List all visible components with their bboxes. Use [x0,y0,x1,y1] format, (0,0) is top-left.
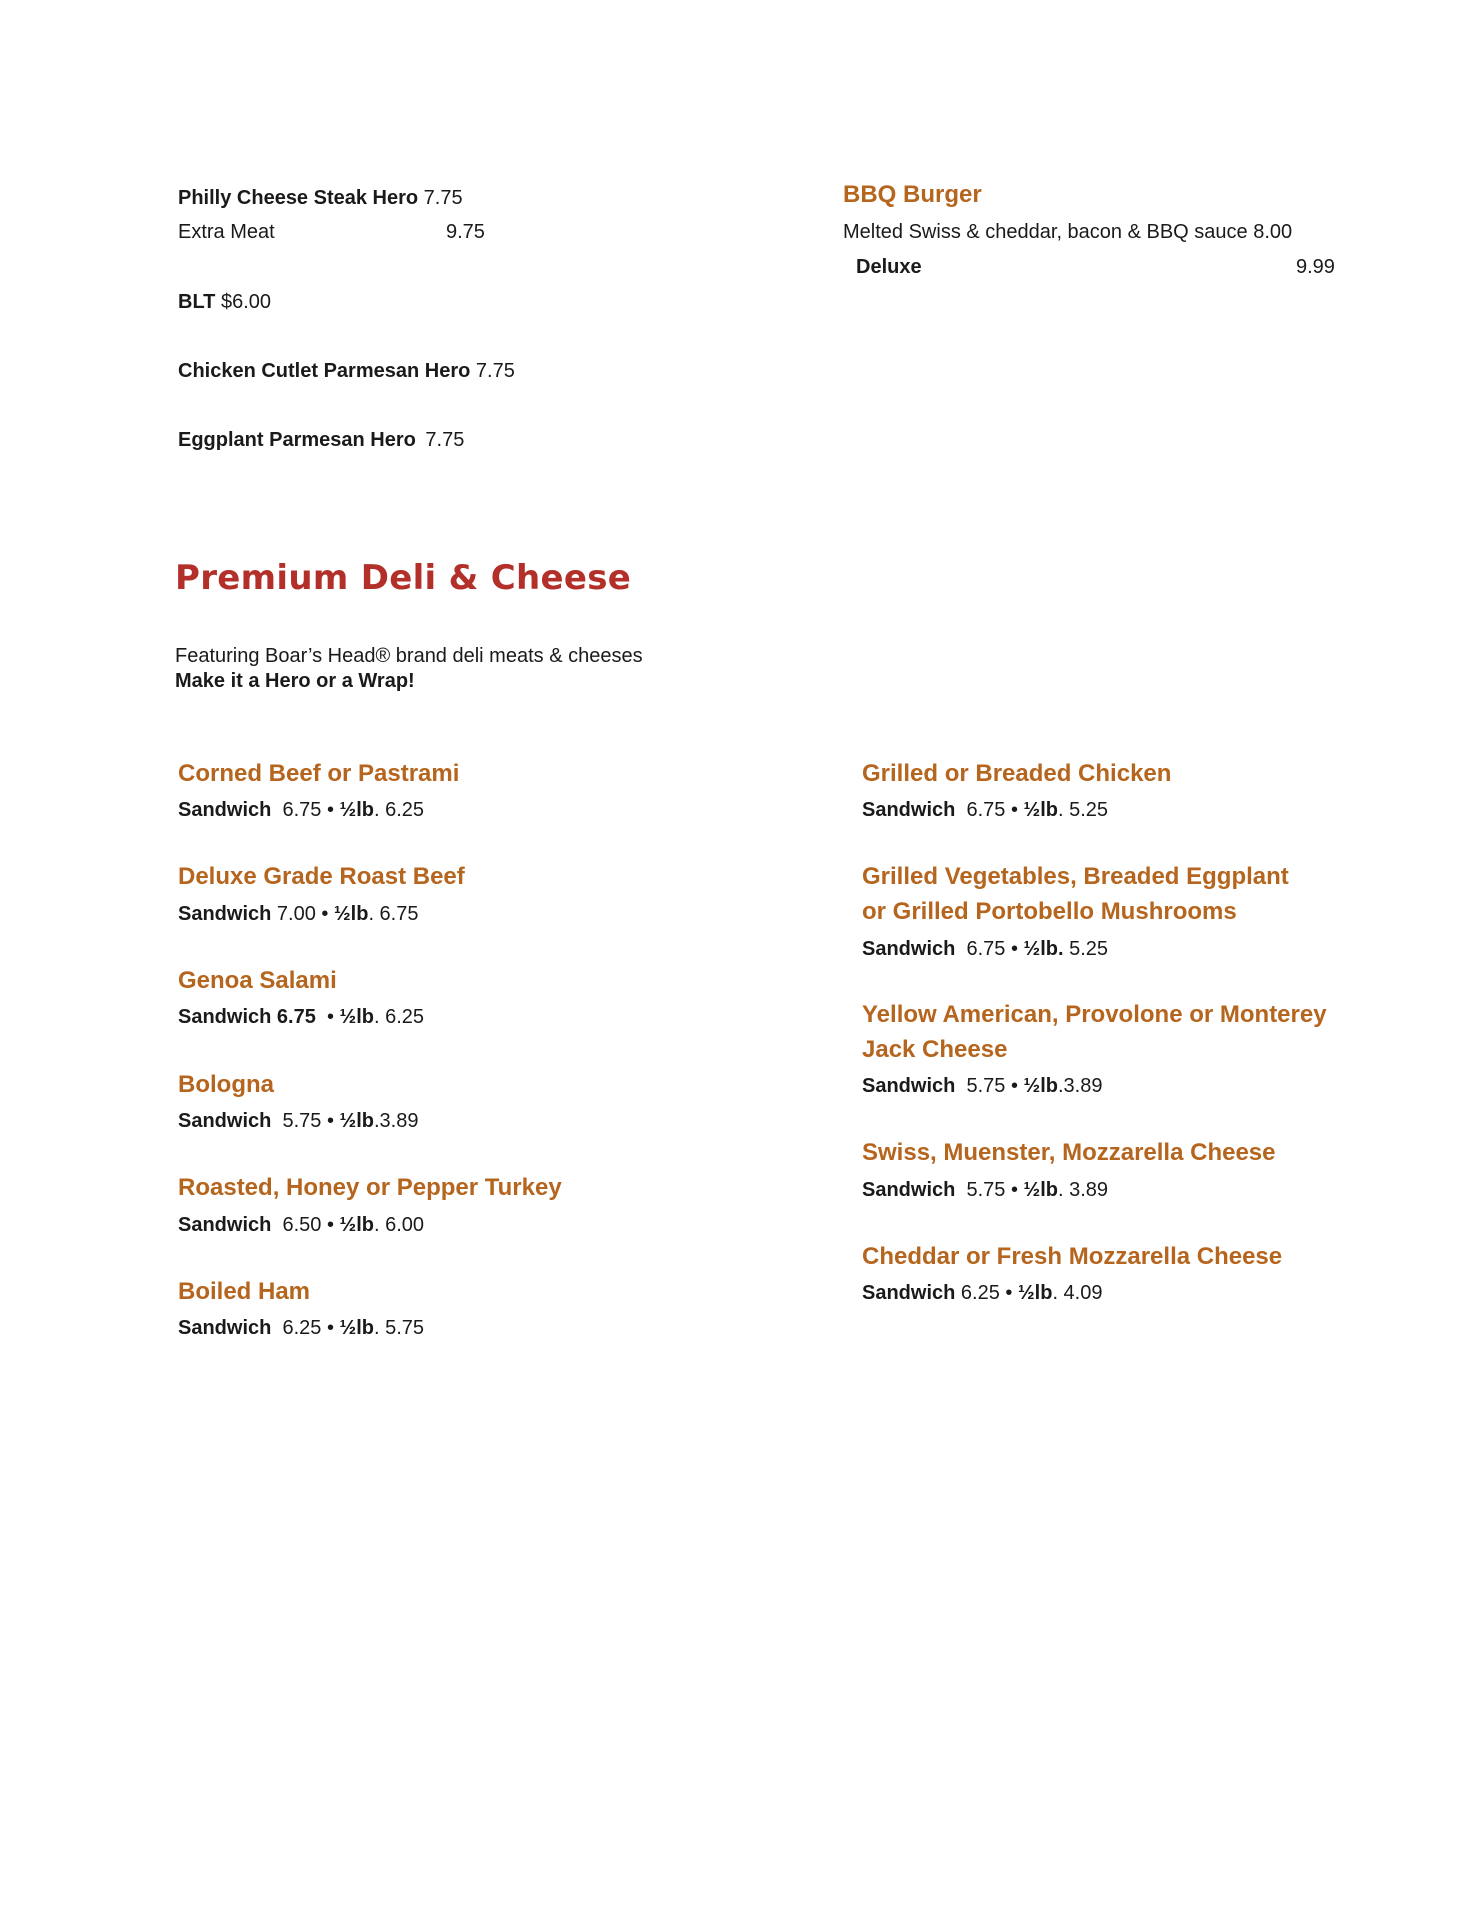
sandwich-label: Sandwich [178,1110,272,1132]
menu-item-prices: Sandwich 7.00 • ½lb. 6.75 [178,903,419,925]
menu-item-title-line2: Jack Cheese [862,1036,1008,1063]
sandwich-price: 6.75 [276,1006,316,1028]
item-price: 7.75 [475,360,515,382]
item-name: Chicken Cutlet Parmesan Hero [178,360,471,382]
section-intro: Featuring Boar’s Head® brand deli meats & cheeses [175,645,643,667]
item-name: Eggplant Parmesan Hero [178,429,416,451]
sandwich-price: 6.50 [282,1214,322,1236]
sandwich-label: Sandwich [178,799,272,821]
menu-item-prices: Sandwich 5.75 • ½lb.3.89 [178,1110,419,1132]
menu-item-prices: Sandwich 6.75 • ½lb. 5.25 [862,938,1109,960]
half-lb-price: . 6.00 [374,1214,425,1236]
sandwich-label: Sandwich [862,1282,956,1304]
item-price: 7.75 [425,429,465,451]
menu-item-prices: Sandwich 5.75 • ½lb. 3.89 [862,1179,1109,1201]
menu-item-prices: Sandwich 6.50 • ½lb. 6.00 [178,1214,425,1236]
menu-item-prices: Sandwich 5.75 • ½lb.3.89 [862,1075,1103,1097]
bbq-burger-price: 8.00 [1253,221,1293,243]
half-lb-label: ½lb [1023,938,1058,960]
half-lb-label: ½lb [339,1317,374,1339]
half-lb-label: ½lb [1023,1075,1058,1097]
bbq-burger-description-line [843,220,1292,244]
section-tagline: Make it a Hero or a Wrap! [175,670,415,692]
item-price: $6.00 [220,291,272,313]
sandwich-price: 6.25 [960,1282,1000,1304]
sandwich-price: 7.00 [276,903,316,925]
menu-item-prices: Sandwich 6.75 • ½lb. 5.25 [862,799,1109,821]
menu-item-prices: Sandwich 6.25 • ½lb. 5.75 [178,1317,425,1339]
menu-item-title-line2: or Grilled Portobello Mushrooms [862,898,1237,925]
menu-item-prices: Sandwich 6.75 • ½lb. 6.25 [178,1006,425,1028]
eggplant-parmesan-line [178,428,464,452]
half-lb-label: ½lb [339,1214,374,1236]
half-lb-label: ½lb [339,1006,374,1028]
half-lb-price: .3.89 [1058,1075,1103,1097]
menu-item-title: Corned Beef or Pastrami [178,760,460,787]
menu-item-title: Roasted, Honey or Pepper Turkey [178,1174,562,1201]
deluxe-label: Deluxe [856,256,922,278]
sandwich-label: Sandwich [862,1179,956,1201]
half-lb-label: ½lb [333,903,369,925]
sandwich-label: Sandwich [862,799,956,821]
sandwich-price: 6.25 [282,1317,322,1339]
extra-meat-label: Extra Meat [178,221,275,243]
sandwich-label: Sandwich [862,938,956,960]
sandwich-label: Sandwich [178,903,272,925]
sandwich-price: 6.75 [966,799,1006,821]
sandwich-price: 5.75 [282,1110,322,1132]
bbq-burger-title: BBQ Burger [843,181,982,208]
sandwich-label: Sandwich [178,1214,272,1236]
menu-item-title: Grilled or Breaded Chicken [862,760,1172,787]
item-name: Philly Cheese Steak Hero [178,187,419,209]
menu-item-title: Boiled Ham [178,1278,311,1305]
bbq-burger-description: Melted Swiss & cheddar, bacon & BBQ sauce [843,221,1248,243]
sandwich-label: Sandwich [862,1075,956,1097]
menu-item-title: Bologna [178,1071,274,1098]
sandwich-price: 5.75 [966,1179,1006,1201]
sandwich-price: 6.75 [966,938,1006,960]
half-lb-price: .3.89 [374,1110,419,1132]
deluxe-price: 9.99 [1296,256,1335,278]
menu-item-title: Grilled Vegetables, Breaded Eggplant [862,863,1289,890]
half-lb-price: . 6.25 [374,799,425,821]
menu-item-title: Cheddar or Fresh Mozzarella Cheese [862,1243,1283,1270]
extra-meat-price: 9.75 [446,221,485,243]
item-price: 7.75 [423,187,463,209]
item-name: BLT [178,291,216,313]
menu-item-title: Swiss, Muenster, Mozzarella Cheese [862,1139,1276,1166]
menu-item-title: Yellow American, Provolone or Monterey [862,1001,1327,1028]
half-lb-price: . 5.75 [374,1317,425,1339]
half-lb-label: ½lb [1017,1282,1053,1304]
sandwich-label: Sandwich [178,1317,272,1339]
sandwich-price: 5.75 [966,1075,1006,1097]
menu-item-title: Deluxe Grade Roast Beef [178,863,465,890]
half-lb-price: . 5.25 [1058,799,1109,821]
half-lb-price: . 4.09 [1052,1282,1103,1304]
sandwich-label: Sandwich [178,1006,272,1028]
half-lb-price: . 6.25 [373,1006,425,1028]
half-lb-label: ½lb [339,799,374,821]
half-lb-label: ½lb [339,1110,374,1132]
half-lb-label: ½lb [1023,799,1058,821]
half-lb-label: ½lb [1023,1179,1058,1201]
menu-item-prices: Sandwich 6.25 • ½lb. 4.09 [862,1282,1103,1304]
section-title: Premium Deli & Cheese [175,558,632,598]
menu-item-prices: Sandwich 6.75 • ½lb. 6.25 [178,799,425,821]
half-lb-price: . 3.89 [1058,1179,1109,1201]
half-lb-price: . 6.75 [368,903,419,925]
chicken-cutlet-line [178,359,515,383]
blt-line [178,290,271,314]
menu-item-title: Genoa Salami [178,967,337,994]
sandwich-price: 6.75 [282,799,322,821]
philly-cheese-steak-line [178,186,463,210]
